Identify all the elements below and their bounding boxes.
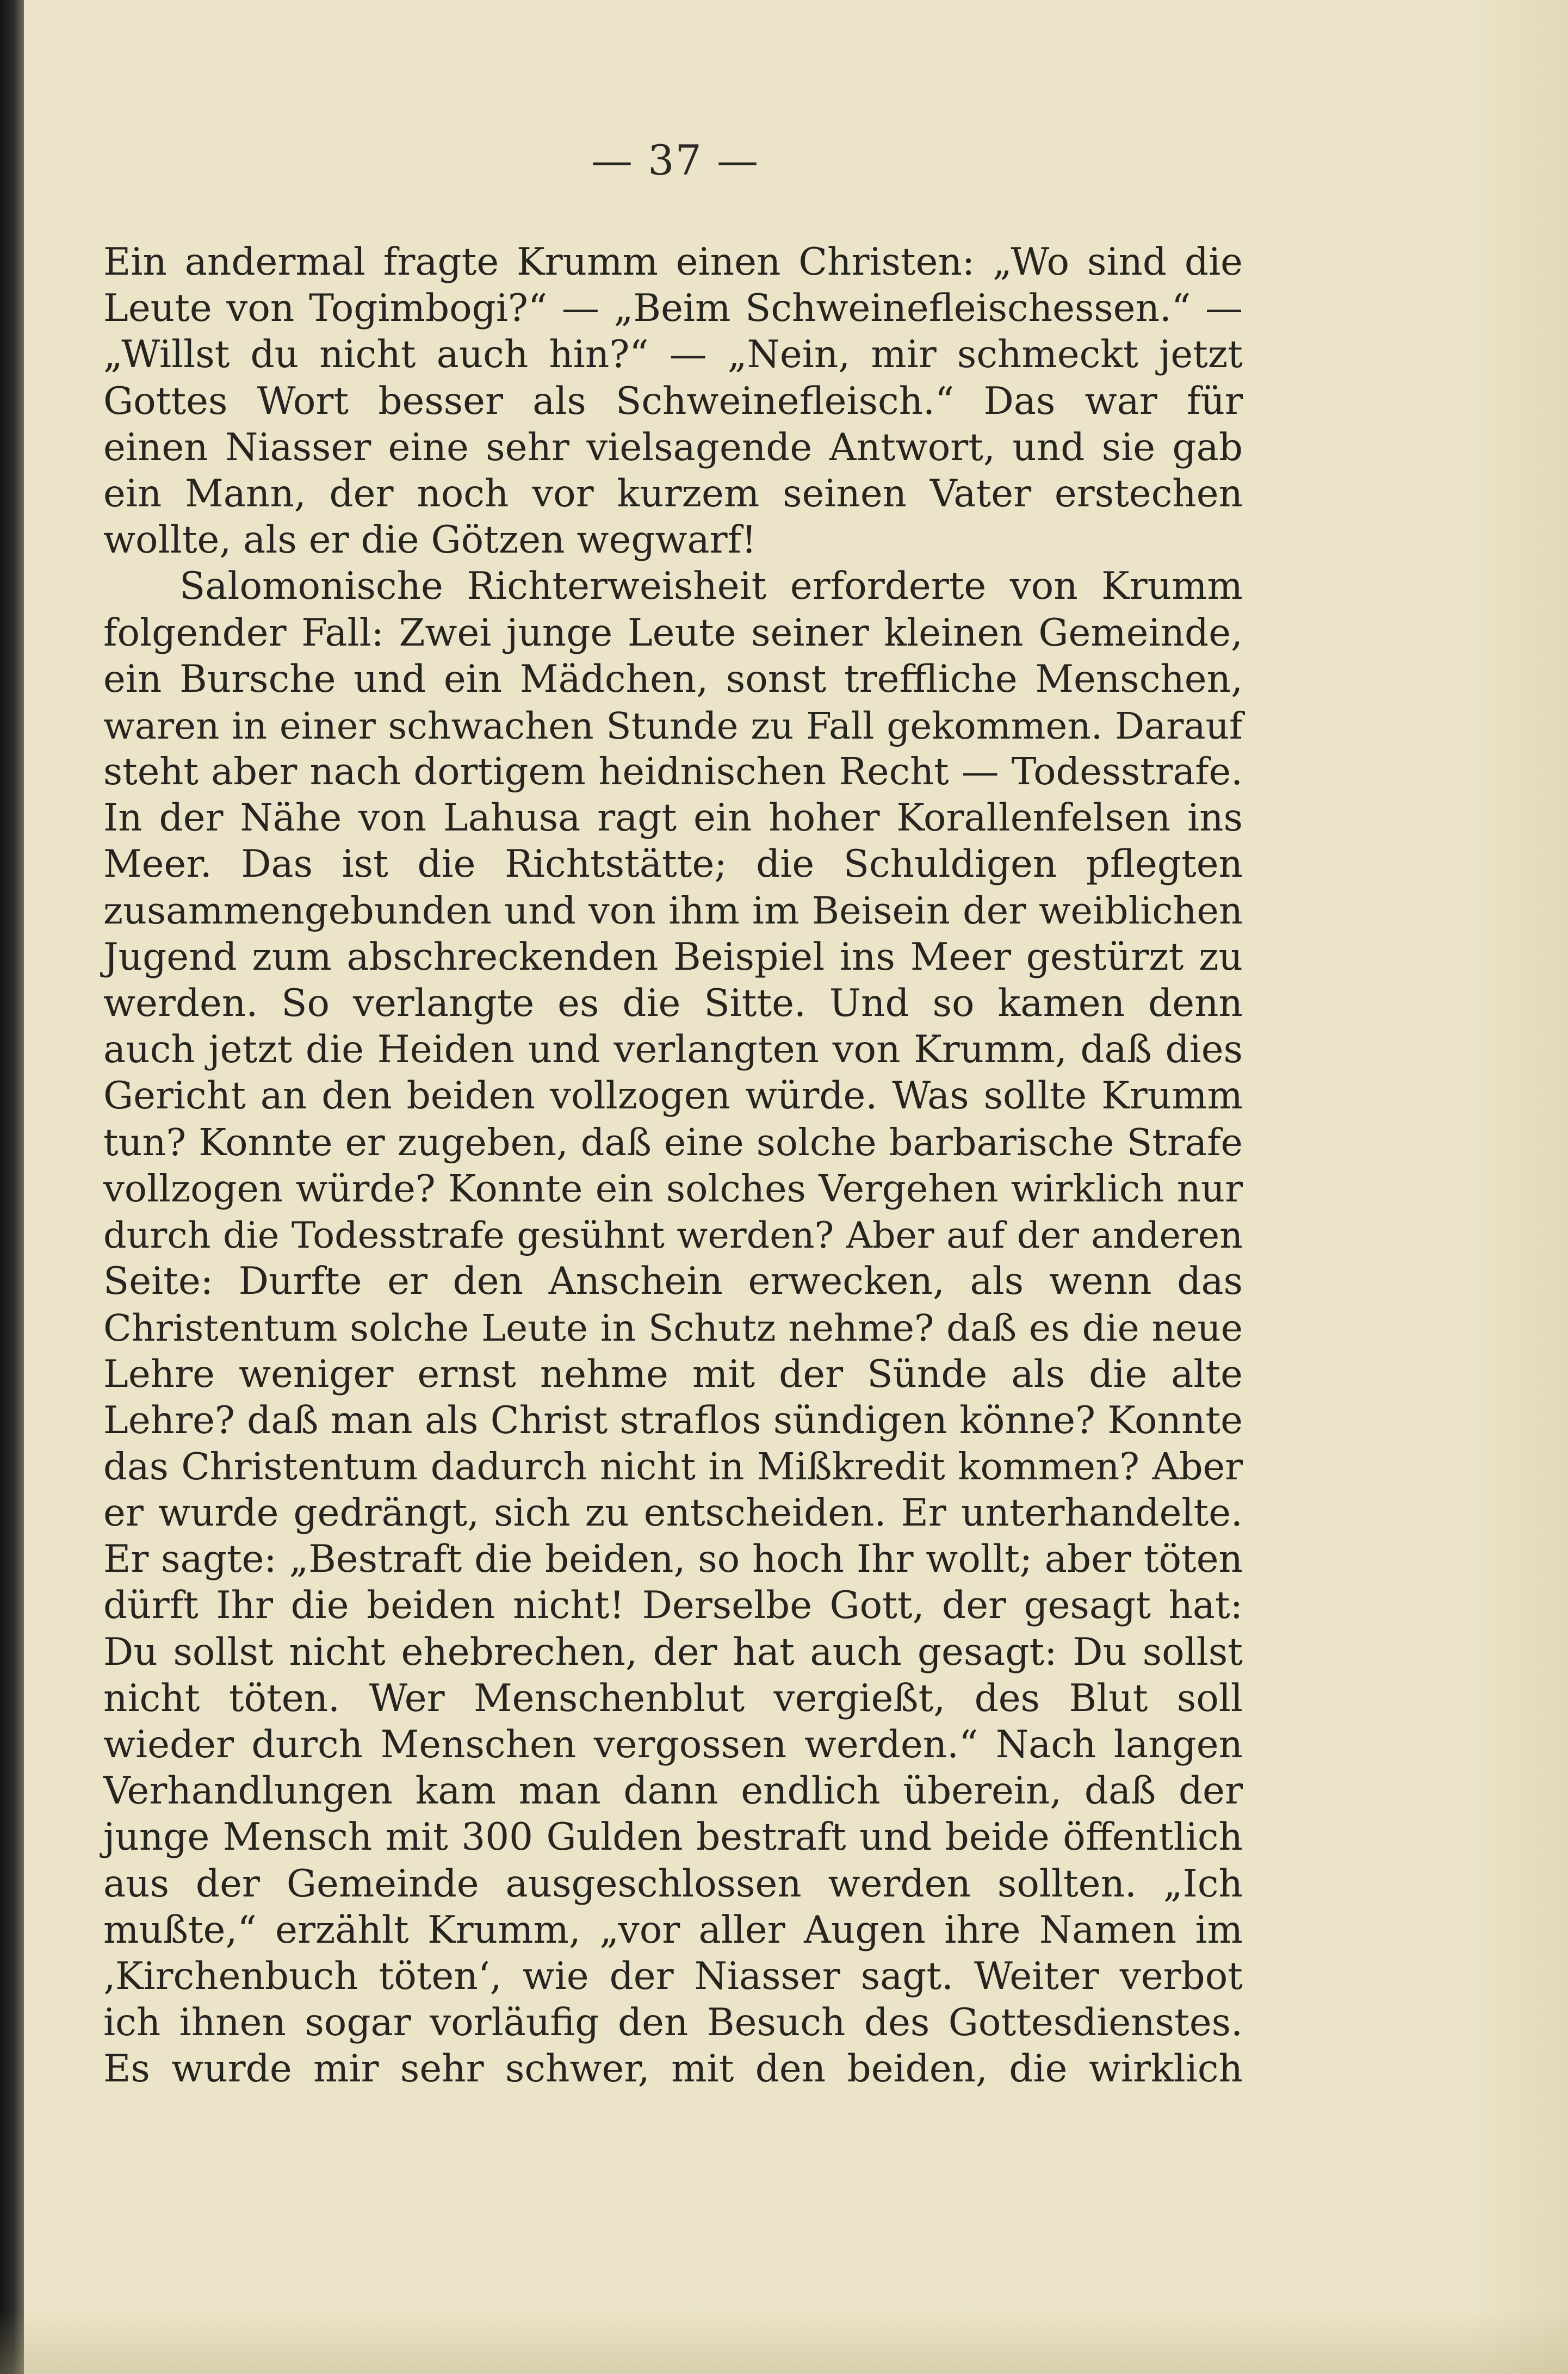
page-number: — 37 —: [591, 136, 760, 184]
text-line: Gottes Wort besser als Schweinefleisch.“ Das war für: [103, 379, 1243, 423]
page-edge-shading: [1470, 0, 1568, 2374]
text-line: Salomonische Richterweisheit erforderte von Krumm: [179, 565, 1243, 609]
text-line: waren in einer schwachen Stunde zu Fall gekommen. Darauf: [103, 704, 1243, 747]
body-text: [103, 239, 1243, 2093]
text-line: tun? Konnte er zugeben, daß eine solche barbarische Strafe: [103, 1121, 1243, 1164]
text-line: das Christentum dadurch nicht in Mißkredit kommen? Aber: [103, 1445, 1243, 1489]
text-line: werden. So verlangte es die Sitte. Und so kamen denn: [103, 982, 1243, 1025]
text-line: mußte,“ erzählt Krumm, „vor aller Augen ihre Namen im: [103, 1908, 1243, 1952]
text-line: aus der Gemeinde ausgeschlossen werden sollten. „Ich: [103, 1862, 1243, 1906]
text-line: In der Nähe von Lahusa ragt ein hoher Korallenfelsen ins: [103, 796, 1243, 840]
text-line: auch jetzt die Heiden und verlangten von Krumm, daß dies: [103, 1028, 1243, 1072]
book-binding-edge: [0, 0, 24, 2374]
text-line: Es wurde mir sehr schwer, mit den beiden, die wirklich: [103, 2047, 1243, 2091]
text-line: ein Bursche und ein Mädchen, sonst treffliche Menschen,: [103, 657, 1243, 701]
text-line: wollte, als er die Götzen wegwarf!: [103, 518, 757, 562]
text-line: einen Niasser eine sehr vielsagende Antwort, und sie gab: [103, 425, 1243, 469]
text-line: Lehre weniger ernst nehme mit der Sünde als die alte: [103, 1352, 1243, 1396]
text-line: Lehre? daß man als Christ straflos sündigen könne? Konnte: [103, 1398, 1243, 1442]
text-line: er wurde gedrängt, sich zu entscheiden. Er unterhandelte.: [103, 1491, 1243, 1535]
text-line: Er sagte: „Bestraft die beiden, so hoch Ihr wollt; aber töten: [103, 1538, 1243, 1582]
text-line: Seite: Durfte er den Anschein erwecken, als wenn das: [103, 1260, 1243, 1304]
text-line: Leute von Togimbogi?“ — „Beim Schweinefleischessen.“ —: [103, 287, 1243, 331]
text-line: Du sollst nicht ehebrechen, der hat auch gesagt: Du sollst: [103, 1630, 1243, 1674]
page-bottom-shading: [0, 2309, 1568, 2374]
text-line: ‚Kirchenbuch töten‘, wie der Niasser sagt. Weiter verbot: [103, 1954, 1243, 1998]
text-line: vollzogen würde? Konnte ein solches Vergehen wirklich nur: [103, 1167, 1243, 1211]
text-line: folgender Fall: Zwei junge Leute seiner kleinen Gemeinde,: [103, 611, 1243, 655]
text-line: Gericht an den beiden vollzogen würde. Was sollte Krumm: [103, 1074, 1243, 1118]
text-line: zusammengebunden und von ihm im Beisein der weiblichen: [103, 889, 1243, 933]
text-line: nicht töten. Wer Menschenblut vergießt, des Blut soll: [103, 1676, 1243, 1720]
text-line: Ein andermal fragte Krumm einen Christen: „Wo sind die: [103, 240, 1243, 284]
text-line: steht aber nach dortigem heidnischen Recht — Todesstrafe.: [103, 750, 1243, 794]
text-line: Jugend zum abschreckenden Beispiel ins Meer gestürzt zu: [103, 935, 1243, 979]
text-line: ein Mann, der noch vor kurzem seinen Vater erstechen: [103, 472, 1243, 516]
text-line: ich ihnen sogar vorläufig den Besuch des Gottesdienstes.: [103, 2001, 1243, 2045]
text-line: dürft Ihr die beiden nicht! Derselbe Gott, der gesagt hat:: [103, 1584, 1243, 1628]
text-line: durch die Todesstrafe gesühnt werden? Aber auf der anderen: [103, 1213, 1243, 1256]
text-line: junge Mensch mit 300 Gulden bestraft und beide öffentlich: [103, 1815, 1243, 1859]
text-line: Verhandlungen kam man dann endlich überein, daß der: [103, 1769, 1243, 1813]
text-line: Christentum solche Leute in Schutz nehme? daß es die neue: [103, 1306, 1243, 1350]
text-line: „Willst du nicht auch hin?“ — „Nein, mir schmeckt jetzt: [103, 333, 1243, 377]
text-line: Meer. Das ist die Richtstätte; die Schuldigen pflegten: [103, 842, 1243, 887]
text-line: wieder durch Menschen vergossen werden.“ Nach langen: [103, 1723, 1243, 1766]
